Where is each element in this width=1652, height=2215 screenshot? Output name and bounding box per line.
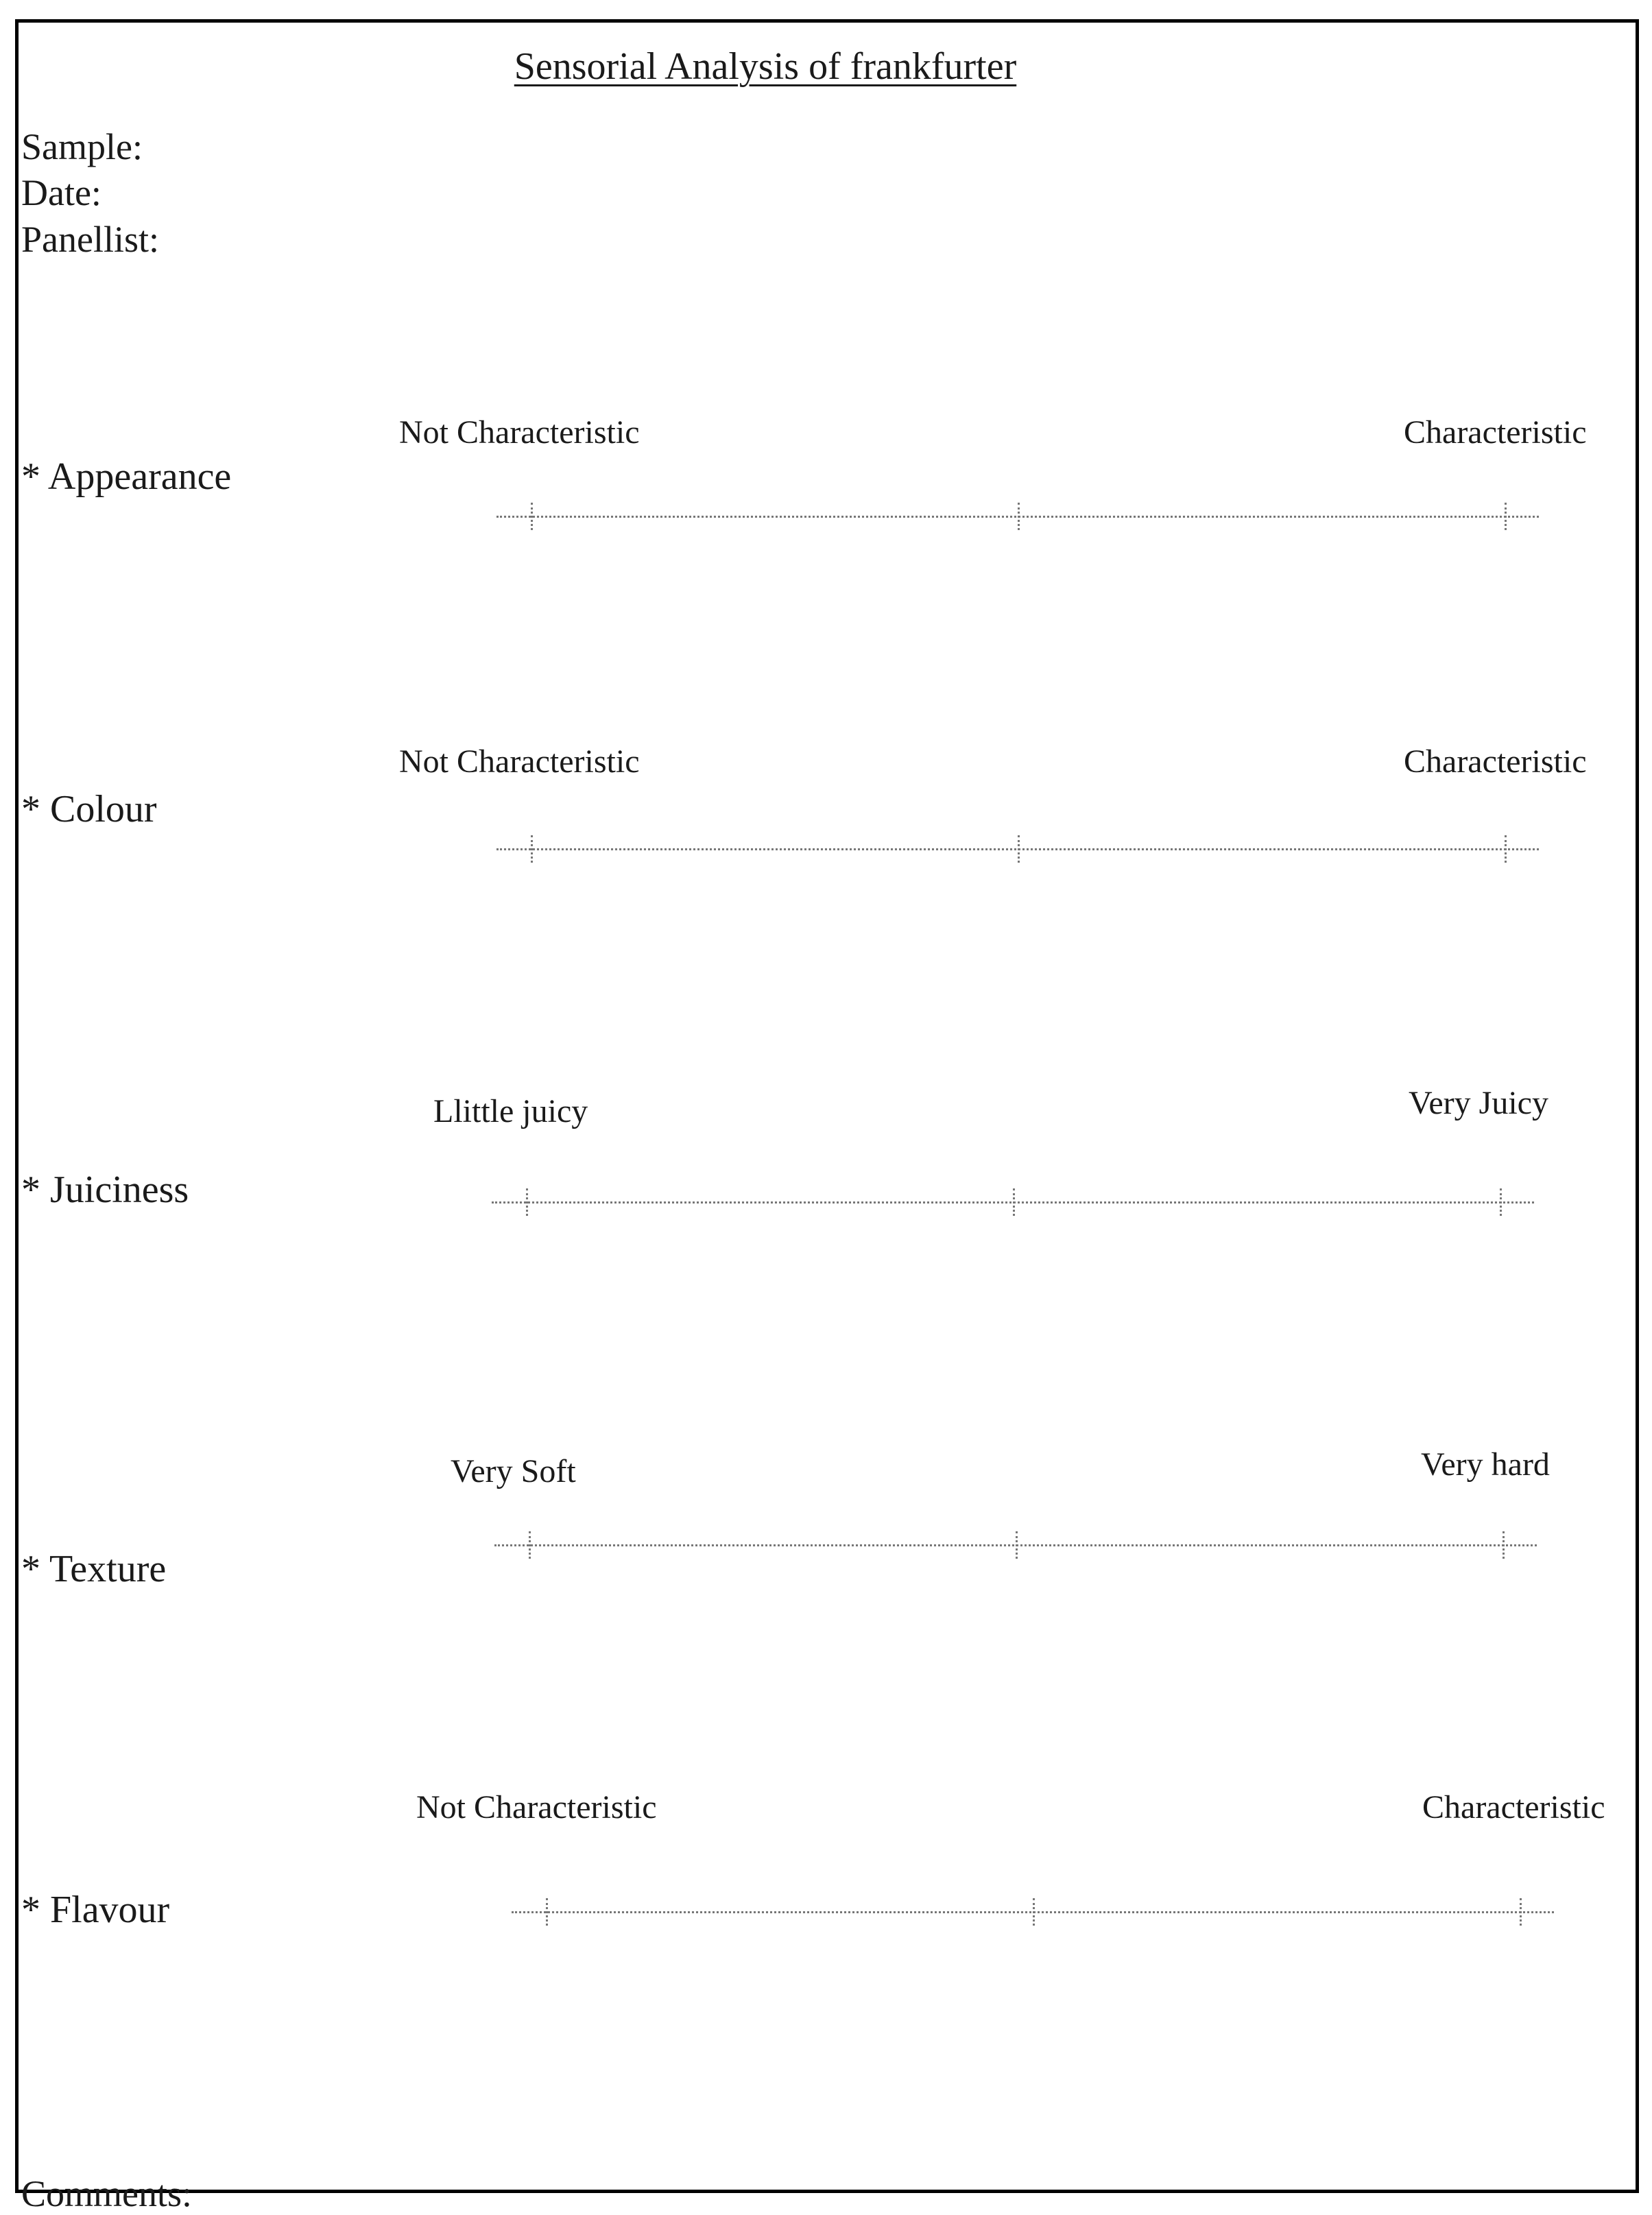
scale-tick-middle <box>1018 503 1020 530</box>
juiciness-left-anchor: Llittle juicy <box>433 1093 588 1129</box>
flavour-right-anchor: Characteristic <box>1422 1789 1605 1825</box>
flavour-scale[interactable] <box>512 1898 1554 1926</box>
flavour-left-anchor: Not Characteristic <box>416 1789 657 1825</box>
scale-tick-middle <box>1013 1188 1015 1216</box>
texture-label: * Texture <box>21 1548 167 1590</box>
panellist-field-label: Panellist: <box>21 219 159 260</box>
scale-tick-right <box>1505 835 1507 863</box>
appearance-right-anchor: Characteristic <box>1404 414 1587 451</box>
form-title: Sensorial Analysis of frankfurter <box>514 45 1017 88</box>
scale-tick-left <box>526 1188 528 1216</box>
texture-scale[interactable] <box>494 1531 1537 1559</box>
appearance-scale[interactable] <box>496 503 1539 530</box>
date-field-label: Date: <box>21 172 101 213</box>
juiciness-right-anchor: Very Juicy <box>1409 1085 1548 1121</box>
sample-field-label: Sample: <box>21 126 143 167</box>
colour-scale[interactable] <box>496 835 1539 863</box>
comments-label: Comments: <box>21 2173 193 2214</box>
colour-label: * Colour <box>21 788 157 830</box>
appearance-label: * Appearance <box>21 455 232 498</box>
scale-tick-left <box>529 1531 531 1559</box>
colour-right-anchor: Characteristic <box>1404 743 1587 780</box>
colour-left-anchor: Not Characteristic <box>399 743 640 780</box>
scale-tick-left <box>531 503 533 530</box>
scale-tick-middle <box>1016 1531 1018 1559</box>
scale-tick-left <box>531 835 533 863</box>
scale-tick-right <box>1503 1531 1505 1559</box>
texture-right-anchor: Very hard <box>1421 1446 1550 1483</box>
juiciness-label: * Juiciness <box>21 1169 189 1211</box>
scale-tick-middle <box>1018 835 1020 863</box>
texture-left-anchor: Very Soft <box>451 1453 576 1489</box>
juiciness-scale[interactable] <box>492 1188 1534 1216</box>
form-frame <box>15 19 1639 2214</box>
scale-tick-right <box>1505 503 1507 530</box>
scale-tick-right <box>1500 1188 1502 1216</box>
scale-tick-left <box>546 1898 548 1926</box>
scale-tick-middle <box>1033 1898 1035 1926</box>
scale-tick-right <box>1520 1898 1522 1926</box>
flavour-label: * Flavour <box>21 1889 170 1931</box>
appearance-left-anchor: Not Characteristic <box>399 414 640 451</box>
